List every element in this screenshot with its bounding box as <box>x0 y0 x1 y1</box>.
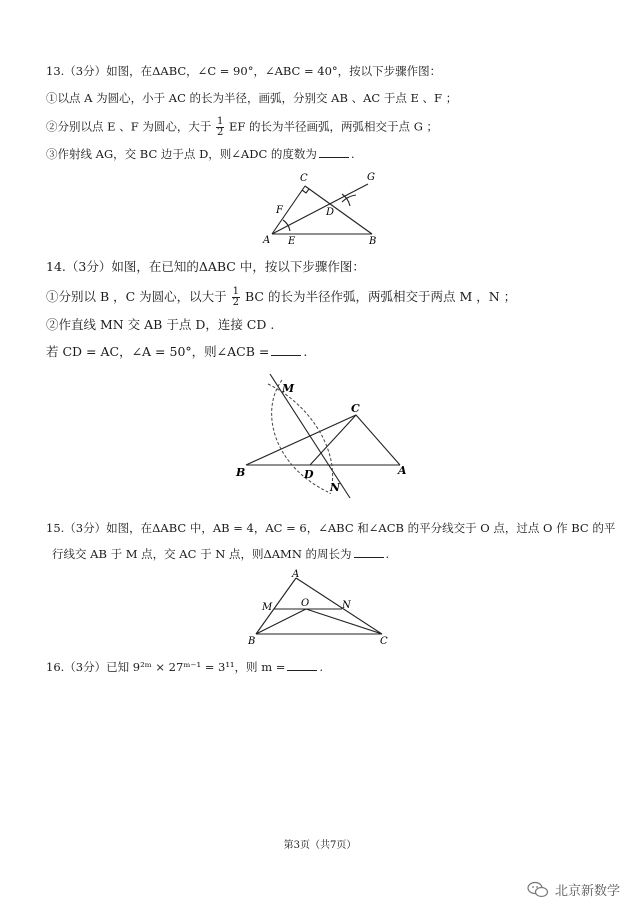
q13-fraction <box>216 117 224 138</box>
q16-answer-blank[interactable] <box>287 660 317 671</box>
q13-label-e: E <box>288 236 296 247</box>
watermark <box>527 880 620 899</box>
q15-answer-blank[interactable] <box>354 547 384 558</box>
q13-segment-cb <box>305 186 372 234</box>
q13-step3 <box>46 147 355 161</box>
q15-bisector-c <box>306 609 382 634</box>
q13-frac-num: 1 <box>217 116 224 127</box>
q16-text: 16.（3分）已知 9²ᵐ × 27ᵐ⁻¹ = 3¹¹，则 m = <box>46 660 286 674</box>
q15-stem: 15.（3分）如图，在ΔABC 中，AB = 4，AC = 6，∠ABC 和∠ACB 的平分线交于 O 点，过点 O 作 BC 的平 <box>46 521 616 535</box>
q15-question-text: 行线交 AB 于 M 点，交 AC 于 N 点，则ΔAMN 的周长为 <box>52 547 352 561</box>
q13-answer-blank[interactable] <box>319 147 349 158</box>
q14-frac-den: 2 <box>232 297 240 308</box>
q14-label-b: B <box>236 466 246 479</box>
q14-label-m: M <box>282 382 295 395</box>
q13-figure <box>250 168 390 250</box>
q13-label-a: A <box>263 235 271 246</box>
q14-condition-text: 若 CD = AC，∠A = 50°，则∠ACB = <box>46 344 270 359</box>
q14-frac-num: 1 <box>232 286 240 297</box>
q13-end: . <box>350 147 355 161</box>
q15-label-m: M <box>262 602 273 613</box>
q15-label-o: O <box>301 598 310 609</box>
q13-step2 <box>46 117 438 138</box>
q13-step2-b: EF 的长为半径画弧，两弧相交于点 G ； <box>229 119 439 134</box>
q13-label-f: F <box>276 205 283 216</box>
q13-frac-den: 2 <box>217 127 224 138</box>
q14-arc-from-c <box>272 380 328 492</box>
page-footer: 第3页（共7页） <box>283 840 357 851</box>
wechat-icon <box>527 881 549 899</box>
q16-end: . <box>319 660 324 674</box>
q13-ray-ag <box>272 184 368 234</box>
q15-label-n: N <box>342 600 351 611</box>
q14-segment-ca <box>356 415 400 465</box>
q13-label-b: B <box>369 236 377 247</box>
q14-label-d: D <box>304 468 314 481</box>
watermark-text: 北京新数学 <box>554 884 620 899</box>
q14-stem: 14.（3分）如图，在已知的ΔABC 中，按以下步骤作图： <box>46 259 365 274</box>
q15-question <box>52 547 389 561</box>
q15-label-c: C <box>380 636 388 647</box>
q14-label-a: A <box>398 464 407 477</box>
q14-step1 <box>46 287 516 308</box>
q13-step1: ①以点 A 为圆心，小于 AC 的长为半径，画弧，分别交 AB 、AC 于点 E 、F ； <box>46 91 458 105</box>
q14-step2: ②作直线 MN 交 AB 于点 D，连接 CD . <box>46 317 275 332</box>
q14-condition <box>46 345 307 359</box>
q13-step2-a: ②分别以点 E 、F 为圆心，大于 <box>46 119 212 134</box>
q14-step1-b: BC 的长为半径作弧，两弧相交于两点 M ，N ； <box>245 289 517 304</box>
q13-label-d: D <box>326 207 335 218</box>
q15-figure <box>244 566 394 648</box>
q16-stem <box>46 660 323 674</box>
q14-end: . <box>303 344 308 359</box>
q14-label-n: N <box>330 481 341 494</box>
q13-stem: 13.（3分）如图，在ΔABC，∠C = 90°，∠ABC = 40°，按以下步骤作图： <box>46 64 442 78</box>
q14-step1-a: ①分别以 B ，C 为圆心，以大于 <box>46 289 227 304</box>
q14-figure <box>232 370 416 505</box>
q15-label-b: B <box>248 636 256 647</box>
q13-label-c: C <box>300 173 308 184</box>
q13-label-g: G <box>367 172 375 183</box>
q14-answer-blank[interactable] <box>271 345 301 356</box>
q14-fraction <box>232 287 240 308</box>
q15-end: . <box>385 547 390 561</box>
q15-label-a: A <box>292 569 300 580</box>
q13-step3-text: ③作射线 AG，交 BC 边于点 D，则∠ADC 的度数为 <box>46 147 317 161</box>
q14-segment-dc <box>310 415 356 465</box>
q14-arc-from-b <box>268 384 333 494</box>
q14-label-c: C <box>351 402 360 415</box>
